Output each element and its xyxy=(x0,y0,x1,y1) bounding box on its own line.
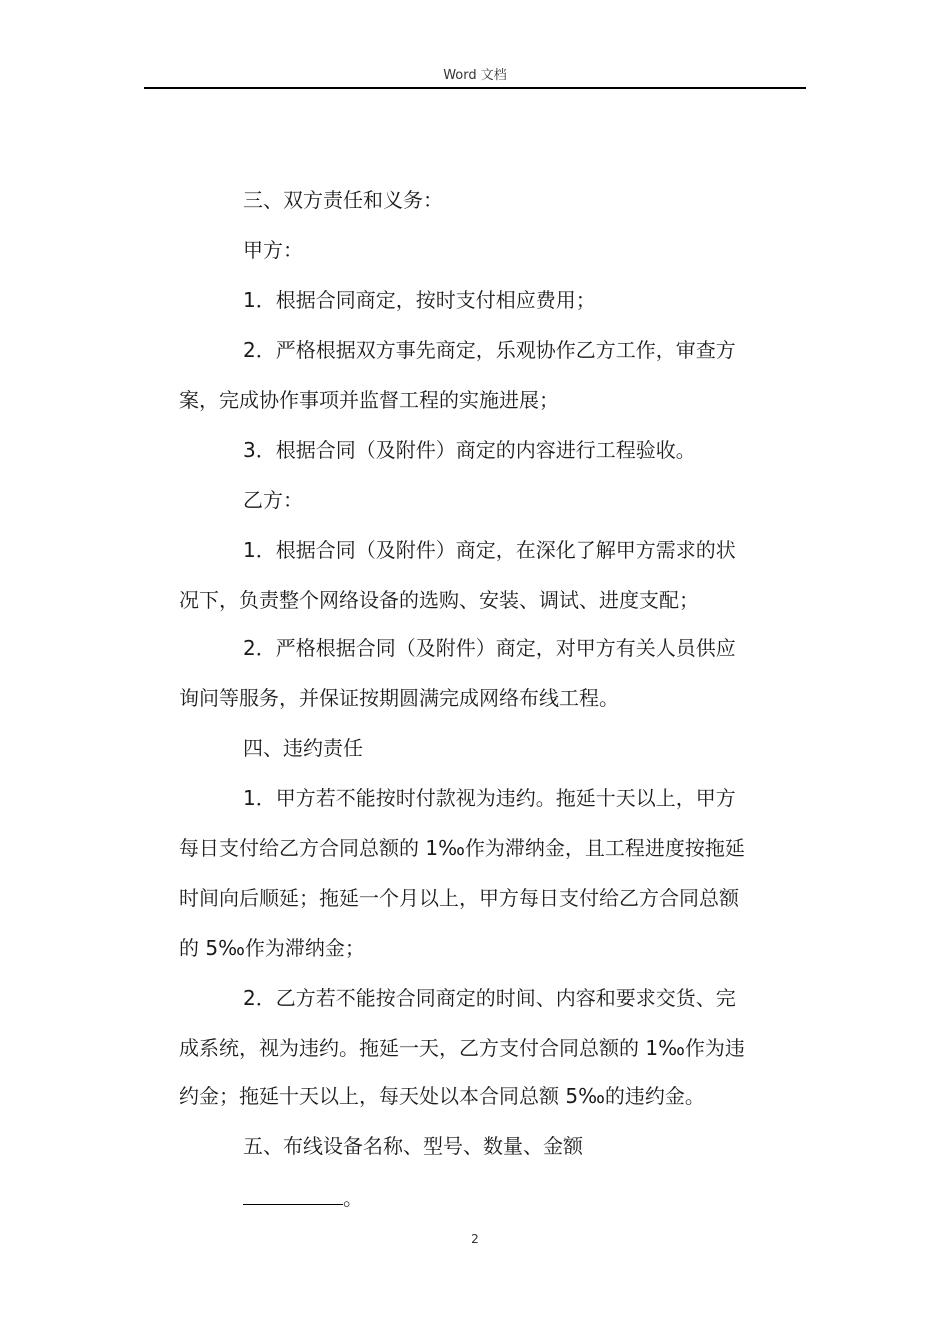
section-heading-5: 五、布线设备名称、型号、数量、金额 xyxy=(243,1134,583,1158)
paragraph-line: 况下，负责整个网络设备的选购、安装、调试、进度支配； xyxy=(179,588,699,612)
section-heading-3: 三、双方责任和义务： xyxy=(243,188,443,212)
paragraph-line: 案，完成协作事项并监督工程的实施进展； xyxy=(179,388,559,412)
party-a-label: 甲方： xyxy=(243,238,303,262)
party-b-label: 乙方： xyxy=(243,488,303,512)
section-heading-4: 四、违约责任 xyxy=(243,736,363,760)
paragraph-line: 1．甲方若不能按时付款视为违约。拖延十天以上，甲方 xyxy=(243,786,736,810)
paragraph-line: 2．乙方若不能按合同商定的时间、内容和要求交货、完 xyxy=(243,986,736,1010)
fill-in-blank xyxy=(243,1184,343,1205)
paragraph-line: 约金；拖延十天以上，每天处以本合同总额 5‰的违约金。 xyxy=(179,1084,705,1108)
paragraph-line: 3．根据合同（及附件）商定的内容进行工程验收。 xyxy=(243,438,696,462)
fill-in-suffix: 。 xyxy=(343,1186,363,1210)
paragraph-line: 的 5‰作为滞纳金； xyxy=(179,936,365,960)
paragraph-line: 2．严格根据合同（及附件）商定，对甲方有关人员供应 xyxy=(243,636,736,660)
paragraph-line: 1．根据合同商定，按时支付相应费用； xyxy=(243,288,596,312)
page-number: 2 xyxy=(471,1232,479,1246)
paragraph-line: 每日支付给乙方合同总额的 1‰作为滞纳金，且工程进度按拖延 xyxy=(179,836,745,860)
header-rule xyxy=(144,87,806,89)
paragraph-line: 成系统，视为违约。拖延一天，乙方支付合同总额的 1‰作为违 xyxy=(179,1036,745,1060)
fill-in-line xyxy=(243,1184,363,1210)
paragraph-line: 询问等服务，并保证按期圆满完成网络布线工程。 xyxy=(179,686,619,710)
paragraph-line: 时间向后顺延；拖延一个月以上，甲方每日支付给乙方合同总额 xyxy=(179,886,739,910)
page-header: Word 文档 xyxy=(443,68,507,83)
paragraph-line: 1．根据合同（及附件）商定，在深化了解甲方需求的状 xyxy=(243,538,736,562)
paragraph-line: 2．严格根据双方事先商定，乐观协作乙方工作，审查方 xyxy=(243,338,736,362)
